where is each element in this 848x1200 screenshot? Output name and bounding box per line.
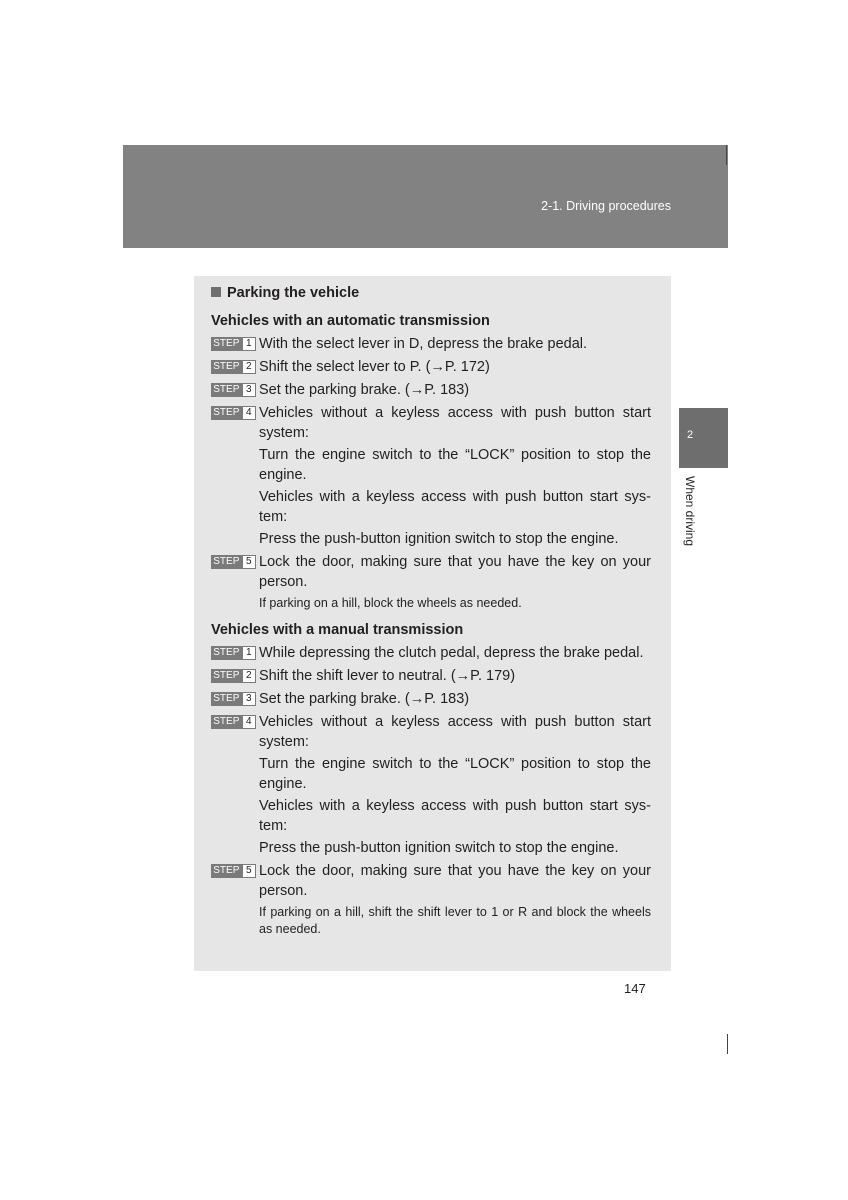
step-text [259, 712, 651, 858]
step-paragraph: Set the parking brake. (→P. 183) [259, 382, 470, 398]
step-label: STEP [211, 692, 242, 706]
step-text [259, 380, 651, 400]
step-badge [211, 383, 256, 397]
step-paragraph: Turn the engine switch to the “LOCK” position to stop the engine. [259, 756, 651, 792]
step-number: 3 [242, 383, 256, 397]
step-badge [211, 715, 256, 729]
step-paragraph: Lock the door, making sure that you have the key on your person. [259, 863, 651, 899]
step-text [259, 552, 651, 592]
step-item [211, 552, 651, 592]
step-text [259, 689, 651, 709]
step-paragraph: Vehicles without a keyless access with push button start system: [259, 714, 651, 750]
step-text [259, 643, 651, 663]
step-label: STEP [211, 646, 242, 660]
step-paragraph: With the select lever in D, depress the brake pedal. [259, 336, 588, 352]
step-label: STEP [211, 715, 242, 729]
page-number: 147 [624, 981, 646, 996]
step-paragraph: While depressing the clutch pedal, depress the brake pedal. [259, 645, 644, 661]
crop-mark [727, 1034, 728, 1054]
step-number: 2 [242, 360, 256, 374]
manual-heading: Vehicles with a manual transmission [211, 622, 464, 638]
step-text [259, 666, 651, 686]
header-band [123, 145, 728, 248]
step-label: STEP [211, 360, 242, 374]
step-badge [211, 360, 256, 374]
step-paragraph: Press the push-button ignition switch to stop the engine. [259, 531, 619, 547]
section-label: 2-1. Driving procedures [541, 199, 671, 213]
step-number: 1 [242, 646, 256, 660]
step-badge [211, 406, 256, 420]
step-number: 5 [242, 864, 256, 878]
step-paragraph: Vehicles without a keyless access with push button start system: [259, 405, 651, 441]
step-badge [211, 337, 256, 351]
panel-title [211, 283, 651, 303]
step-label: STEP [211, 406, 242, 420]
step-item [211, 712, 651, 858]
step-badge [211, 864, 256, 878]
step-badge [211, 669, 256, 683]
step-number: 1 [242, 337, 256, 351]
step-number: 4 [242, 406, 256, 420]
step-label: STEP [211, 669, 242, 683]
step-paragraph: Shift the shift lever to neutral. (→P. 179) [259, 668, 516, 684]
step-label: STEP [211, 864, 242, 878]
step-text [259, 861, 651, 901]
crop-mark [726, 145, 727, 165]
step-item [211, 334, 651, 354]
step-item [211, 380, 651, 400]
automatic-steps [211, 334, 651, 592]
step-paragraph: Turn the engine switch to the “LOCK” position to stop the engine. [259, 447, 651, 483]
manual-steps [211, 643, 651, 901]
chapter-number: 2 [687, 429, 694, 441]
step-text [259, 403, 651, 549]
step-item [211, 666, 651, 686]
step-item [211, 861, 651, 901]
step-text [259, 357, 651, 377]
step-label: STEP [211, 337, 242, 351]
automatic-note: If parking on a hill, block the wheels as needed. [259, 596, 522, 610]
step-badge [211, 646, 256, 660]
step-number: 5 [242, 555, 256, 569]
step-item [211, 689, 651, 709]
manual-note: If parking on a hill, shift the shift lever to 1 or R and block the wheels as needed. [259, 905, 651, 936]
chapter-title: When driving [683, 476, 697, 547]
panel-content [211, 283, 651, 946]
step-label: STEP [211, 555, 242, 569]
step-paragraph: Set the parking brake. (→P. 183) [259, 691, 470, 707]
step-item [211, 403, 651, 549]
step-paragraph: Shift the select lever to P. (→P. 172) [259, 359, 490, 375]
step-number: 4 [242, 715, 256, 729]
step-paragraph: Press the push-button ignition switch to stop the engine. [259, 840, 619, 856]
step-badge [211, 692, 256, 706]
step-number: 2 [242, 669, 256, 683]
step-badge [211, 555, 256, 569]
step-text [259, 334, 651, 354]
step-number: 3 [242, 692, 256, 706]
step-paragraph: Vehicles with a keyless access with push button start sys-tem: [259, 798, 651, 834]
step-item [211, 643, 651, 663]
automatic-heading: Vehicles with an automatic transmission [211, 313, 490, 329]
step-item [211, 357, 651, 377]
step-label: STEP [211, 383, 242, 397]
step-paragraph: Lock the door, making sure that you have the key on your person. [259, 554, 651, 590]
panel-title-text: Parking the vehicle [227, 285, 360, 301]
square-bullet-icon [211, 287, 221, 297]
step-paragraph: Vehicles with a keyless access with push button start sys-tem: [259, 489, 651, 525]
